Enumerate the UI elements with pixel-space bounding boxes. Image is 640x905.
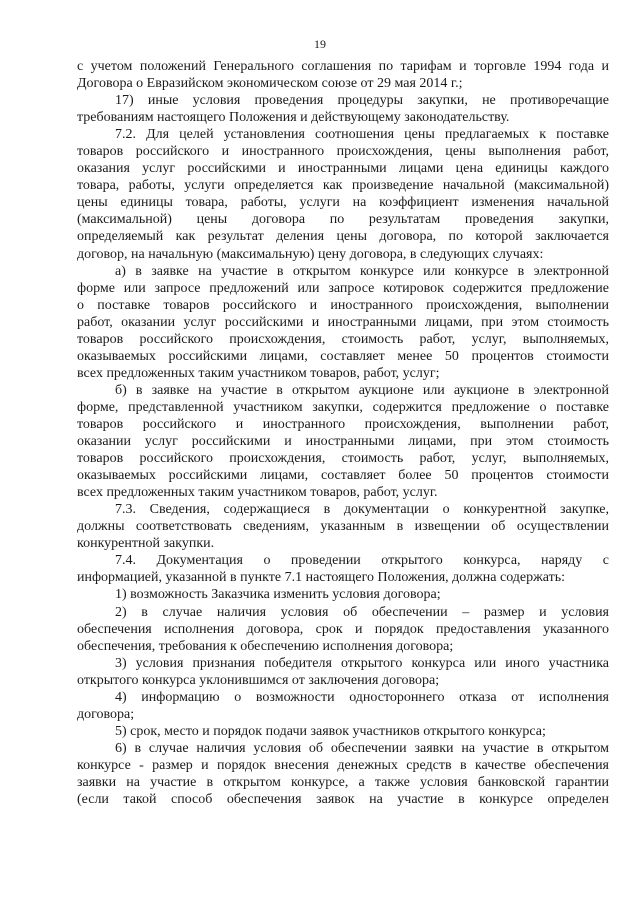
text-line: оказываемых российскими лицами, составляет более 50 процентов стоимости xyxy=(77,468,609,484)
text-line: (максимальной) цены договора по результатам проведения закупки, xyxy=(77,212,609,228)
text-line: 6) в случае наличия условия об обеспечении заявки на участие в открытом xyxy=(115,740,609,756)
text-line: цены единицы товара, работы, услуги на коэффициент изменения начальной xyxy=(77,195,609,211)
text-line: товаров российского происхождения, стоимость работ, услуг, выполняемых, xyxy=(77,331,609,347)
text-line: обеспечения, требования к обеспечению исполнения договора; xyxy=(77,638,454,654)
text-line: конкурсе - размер и порядок внесения денежных средств в качестве обеспечения xyxy=(77,757,609,773)
text-line: 4) информацию о возможности одностороннего отказа от исполнения xyxy=(115,689,609,705)
text-line: (если такой способ обеспечения заявок на участие в конкурсе определен xyxy=(77,792,609,808)
text-line: требованиям настоящего Положения и действующему законодательству. xyxy=(77,110,510,126)
text-line: оказании услуг российскими и иностранными лицами, при этом стоимость xyxy=(77,434,609,450)
document-body xyxy=(77,58,609,808)
text-line: Договора о Евразийском экономическом союзе от 29 мая 2014 г.; xyxy=(77,76,463,92)
text-line: договор, на начальную (максимальную) цену договора, в следующих случаях: xyxy=(77,246,544,262)
text-line: товара, работы, услуги определяется как произведение начальной (максимальной) xyxy=(77,178,609,194)
page-number: 19 xyxy=(314,37,326,51)
text-line: 7.2. Для целей установления соотношения цены предлагаемых к поставке xyxy=(115,127,609,143)
text-line: товаров российского и иностранного происхождения, выполнении работ, xyxy=(77,416,609,432)
text-line: форме или запросе предложений или запросе котировок содержится предложение xyxy=(77,280,609,296)
text-line: конкурентной закупки. xyxy=(77,536,215,552)
text-line: определяемый как результат деления цены договора, по которой заключается xyxy=(77,229,609,245)
text-line: информацией, указанной в пункте 7.1 настоящего Положения, должна содержать: xyxy=(77,570,566,586)
text-line: товаров российского происхождения, стоимость работ, услуг, выполняемых, xyxy=(77,451,609,467)
text-line: обеспечения исполнения договора, срок и порядок предоставления указанного xyxy=(77,621,609,637)
text-line: б) в заявке на участие в открытом аукционе или аукционе в электронной xyxy=(115,382,609,398)
text-line: 3) условия признания победителя открытого конкурса или иного участника xyxy=(115,655,609,671)
text-line: работ, оказании услуг российскими и иностранными лицами, при этом стоимость xyxy=(77,314,609,330)
text-line: 17) иные условия проведения процедуры закупки, не противоречащие xyxy=(115,93,609,109)
text-line: 5) срок, место и порядок подачи заявок участников открытого конкурса; xyxy=(115,723,546,739)
text-line: форме, представленной участником закупки, содержится предложение о поставке xyxy=(77,399,609,415)
text-line: всех предложенных таким участником товаров, работ, услуг; xyxy=(77,365,440,381)
text-line: 7.3. Сведения, содержащиеся в документации о конкурентной закупке, xyxy=(115,502,609,518)
text-line: открытого конкурса уклонившимся от заключения договора; xyxy=(77,672,440,688)
text-line: с учетом положений Генерального соглашения по тарифам и торговле 1994 года и xyxy=(77,59,609,74)
text-line: оказываемых российскими лицами, составляет менее 50 процентов стоимости xyxy=(77,348,609,364)
text-line: договора; xyxy=(77,706,135,722)
text-line: 2) в случае наличия условия об обеспечении – размер и условия xyxy=(115,604,609,620)
text-line: всех предложенных таким участником товаров, работ, услуг. xyxy=(77,485,438,501)
text-line: а) в заявке на участие в открытом конкурсе или конкурсе в электронной xyxy=(115,263,609,279)
text-line: 7.4. Документация о проведении открытого конкурса, наряду с xyxy=(115,553,609,569)
text-line: о поставке товаров российского и иностранного происхождения, выполнении xyxy=(77,297,609,313)
text-line: оказания услуг российскими и иностранными лицами цена единицы каждого xyxy=(77,161,609,177)
text-line: товаров российского и иностранного происхождения, цены выполнения работ, xyxy=(77,144,609,160)
text-line: 1) возможность Заказчика изменить условия договора; xyxy=(115,587,441,603)
text-line: заявки на участие в открытом конкурсе, а также условия банковской гарантии xyxy=(77,774,609,790)
text-line: должны соответствовать сведениям, указанным в извещении об осуществлении xyxy=(77,519,609,535)
